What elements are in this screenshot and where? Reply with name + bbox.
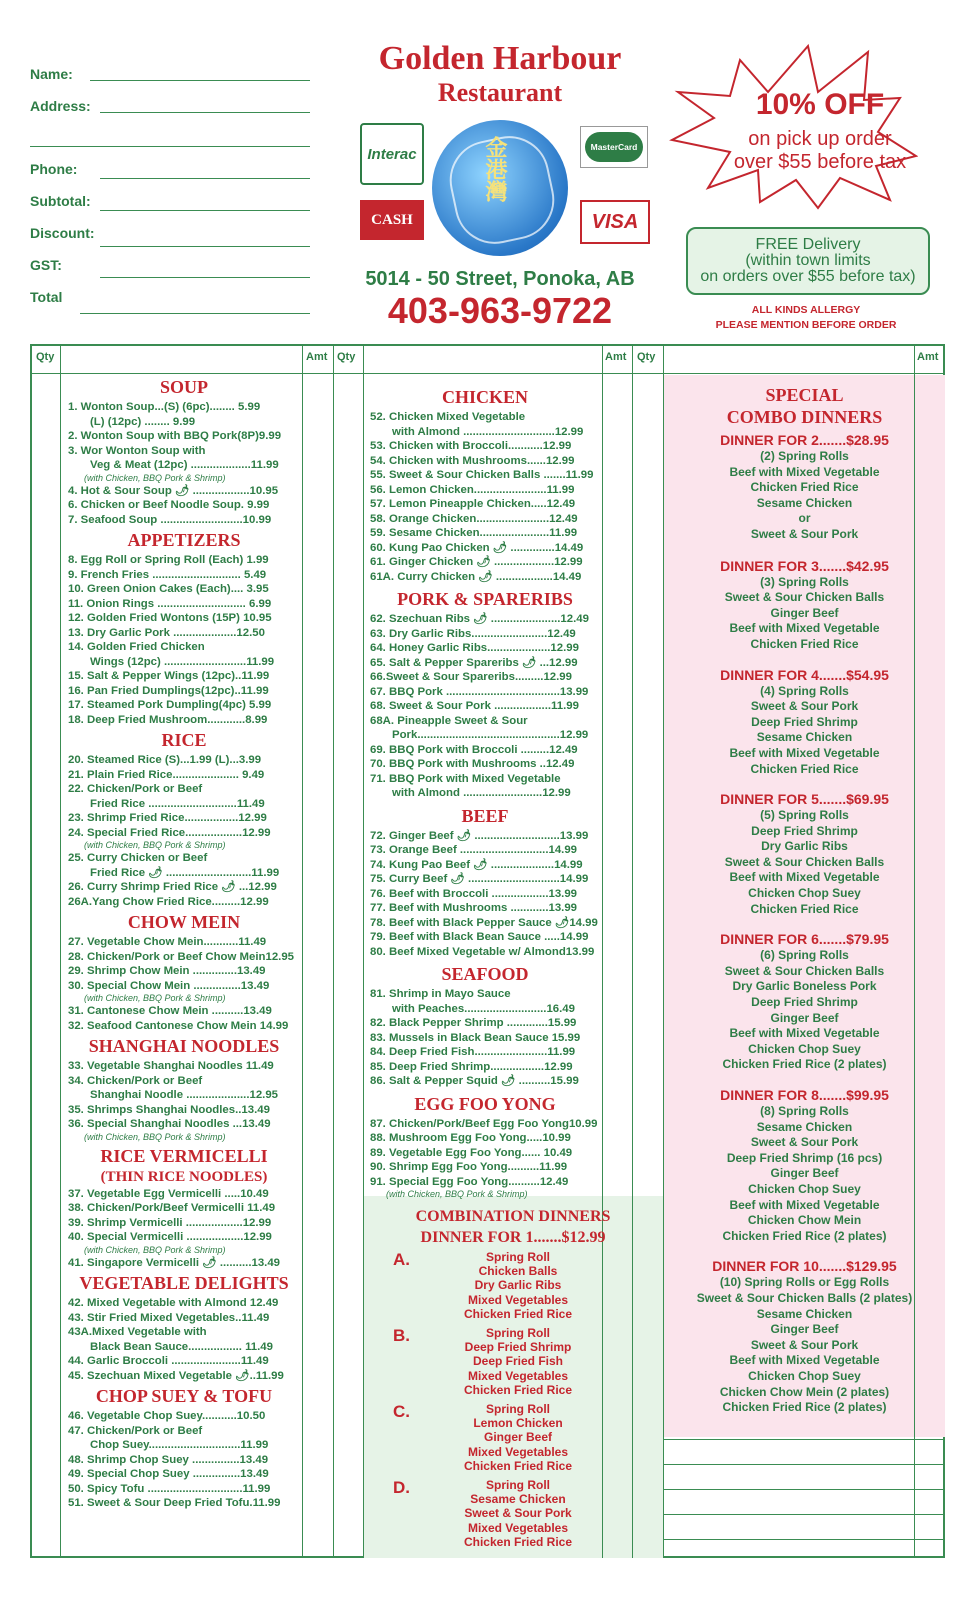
- combination-items: [413, 1478, 623, 1549]
- qty-header: Qty: [337, 351, 356, 363]
- menu-item: 76. Beef with Broccoli ..................13.99: [370, 887, 578, 900]
- menu-item: 26. Curry Shrimp Fried Rice 🌶 ...12.99: [68, 881, 277, 893]
- special-dinner-item: Beef with Mixed Vegetable: [729, 1197, 880, 1212]
- menu-item: 78. Beef with Black Pepper Sauce 🌶14.99: [370, 916, 598, 929]
- delivery-line-2: (within town limits: [745, 252, 871, 269]
- combination-items: [413, 1250, 623, 1321]
- special-dinner: [664, 1087, 945, 1244]
- special-dinner-title: DINNER FOR 10.......$129.95: [712, 1258, 897, 1275]
- special-dinner-item: Chicken Fried Rice (2 plates): [722, 1228, 887, 1243]
- menu-item: 51. Sweet & Sour Deep Fried Tofu.11.99: [68, 1497, 281, 1509]
- menu-item: 80. Beef Mixed Vegetable w/ Almond13.99: [370, 945, 595, 958]
- special-dinner-title: DINNER FOR 8.......$99.95: [720, 1087, 889, 1103]
- special-dinner-item: Deep Fried Shrimp: [751, 995, 858, 1010]
- menu-item: 64. Honey Garlic Ribs....................12.99: [370, 642, 579, 654]
- menu-item: 4. Hot & Sour Soup 🌶 ..................10.95: [68, 484, 279, 497]
- menu-item: 44. Garlic Broccoli ......................11.49: [68, 1355, 269, 1367]
- menu-item: 46. Vegetable Chop Suey...........10.50: [68, 1410, 266, 1422]
- menu-item: 85. Deep Fried Shrimp.................12.99: [370, 1060, 573, 1073]
- menu-item: Fried Rice 🌶 ...........................11.99: [90, 866, 280, 879]
- menu-item: 86. Salt & Pepper Squid 🌶 ..........15.99: [370, 1075, 579, 1087]
- menu-item: 37. Vegetable Egg Vermicelli .....10.49: [68, 1187, 269, 1200]
- menu-item: 15. Salt & Pepper Wings (12pc)..11.99: [68, 670, 270, 682]
- menu-item: 65. Salt & Pepper Spareribs 🌶 ...12.99: [370, 656, 578, 669]
- special-dinner-item: Sweet & Sour Pork: [750, 1135, 859, 1150]
- menu-item: Black Bean Sauce................. 11.49: [90, 1340, 273, 1353]
- special-dinner-item: Deep Fried Shrimp: [751, 714, 858, 729]
- menu-item: 88. Mushroom Egg Foo Yong.....10.99: [370, 1132, 571, 1144]
- special-dinner-item: (3) Spring Rolls: [760, 574, 849, 589]
- form-row-line: [663, 1514, 945, 1515]
- menu-item: 83. Mussels in Black Bean Sauce 15.99: [370, 1031, 581, 1044]
- name-field[interactable]: [90, 80, 310, 81]
- section-heading: SHANGHAI NOODLES: [88, 1036, 280, 1056]
- combination-items: [413, 1326, 623, 1397]
- delivery-line-3: on orders over $55 before tax): [700, 268, 916, 285]
- special-dinner-item: Sweet & Sour Pork: [750, 699, 859, 714]
- menu-item: 9. French Fries ............................ 5.49: [68, 568, 267, 581]
- amt-header: Amt: [605, 351, 627, 363]
- menu-item: 43A.Mixed Vegetable with: [68, 1326, 207, 1338]
- special-dinner-item: Chicken Fried Rice (2 plates): [722, 1057, 887, 1072]
- menu-column-1: [68, 376, 300, 1511]
- cash-badge: CASH: [360, 200, 424, 240]
- special-dinner-item: (10) Spring Rolls or Egg Rolls: [719, 1275, 890, 1290]
- menu-item: 25. Curry Chicken or Beef: [68, 852, 208, 864]
- form-row-line: [663, 1439, 945, 1440]
- combination-item: Chicken Balls: [478, 1264, 558, 1279]
- combination-item: Spring Roll: [486, 1326, 550, 1340]
- menu-item: 55. Sweet & Sour Chicken Balls .......11.99: [370, 469, 594, 481]
- special-dinner-item: Deep Fried Shrimp (16 pcs): [726, 1150, 883, 1165]
- special-dinner-item: Deep Fried Shrimp: [751, 823, 858, 838]
- special-dinner-item: Sesame Chicken: [756, 495, 853, 510]
- combination-item: Chicken Fried Rice: [463, 1382, 573, 1397]
- special-dinner-item: Chicken Fried Rice: [750, 480, 859, 495]
- special-dinner-item: Chicken Fried Rice: [750, 901, 859, 916]
- special-dinner-item: (8) Spring Rolls: [760, 1104, 849, 1118]
- gst-field[interactable]: [100, 277, 310, 278]
- menu-item: 28. Chicken/Pork or Beef Chow Mein12.95: [68, 950, 294, 963]
- menu-item: 69. BBQ Pork with Broccoli .........12.49: [370, 743, 578, 756]
- special-dinner-item: Sweet & Sour Chicken Balls (2 plates): [696, 1290, 913, 1305]
- menu-item: 79. Beef with Black Bean Sauce .....14.99: [370, 931, 589, 943]
- special-dinner-title: DINNER FOR 6.......$79.95: [720, 931, 889, 948]
- gst-label: GST:: [30, 257, 62, 273]
- menu-item: 34. Chicken/Pork or Beef: [68, 1074, 203, 1087]
- menu-item: 81. Shrimp in Mayo Sauce: [370, 988, 511, 1000]
- menu-item: 39. Shrimp Vermicelli ..................12.99: [68, 1216, 272, 1229]
- restaurant-subtitle: Restaurant: [437, 78, 563, 107]
- menu-item: (L) (12pc) ........ 9.99: [90, 415, 196, 428]
- menu-item: 12. Golden Fried Wontons (15P) 10.95: [68, 612, 272, 624]
- section-heading: CHICKEN: [441, 387, 528, 407]
- special-dinner: [664, 791, 945, 917]
- section-heading: BEEF: [461, 805, 509, 826]
- special-dinner-item: Ginger Beef: [770, 605, 839, 620]
- menu-item: 31. Cantonese Chow Mein ..........13.49: [68, 1005, 272, 1017]
- combination-letter: B.: [393, 1326, 410, 1345]
- menu-item: 66.Sweet & Sour Spareribs.........12.99: [370, 671, 572, 683]
- section-heading: VEGETABLE DELIGHTS: [79, 1273, 289, 1293]
- special-dinner-item: Sweet & Sour Chicken Balls: [724, 590, 885, 605]
- address-label: Address:: [30, 98, 91, 114]
- combination-title: COMBINATION DINNERS DINNER FOR 1.......$12.99: [415, 1208, 611, 1246]
- section-heading: (THIN RICE NOODLES): [100, 1168, 268, 1185]
- menu-item: with Almond .............................12.99: [392, 425, 584, 438]
- special-dinner-item: Beef with Mixed Vegetable: [729, 1353, 880, 1368]
- combination-item: Sweet & Sour Pork: [464, 1506, 572, 1521]
- menu-item: 61A. Curry Chicken 🌶 ..................14.49: [370, 570, 582, 583]
- menu-item: 8. Egg Roll or Spring Roll (Each) 1.99: [68, 554, 269, 566]
- delivery-line-1: FREE Delivery: [755, 236, 861, 253]
- special-dinner-item: (4) Spring Rolls: [760, 683, 849, 698]
- combination-item: Spring Roll: [486, 1250, 550, 1264]
- section-heading: SOUP: [159, 377, 208, 397]
- menu-item: Pork.............................................12.99: [392, 729, 589, 741]
- menu-item: 63. Dry Garlic Ribs........................12.49: [370, 627, 576, 640]
- special-dinner: [664, 1258, 945, 1415]
- special-dinner-item: Sesame Chicken: [756, 730, 853, 745]
- special-dinner-item: Beef with Mixed Vegetable: [729, 464, 880, 479]
- section-heading: RICE VERMICELLI: [100, 1145, 268, 1166]
- section-heading: RICE: [161, 730, 207, 750]
- menu-item: 62. Szechuan Ribs 🌶 ......................12.49: [370, 613, 589, 625]
- menu-column-2: [370, 386, 600, 1200]
- total-field[interactable]: [80, 313, 310, 314]
- menu-item: 14. Golden Fried Chicken: [68, 641, 205, 653]
- menu-item: Chop Suey.............................11.99: [90, 1439, 269, 1451]
- offer-headline: 10% OFF: [755, 88, 885, 121]
- interac-badge: Interac: [360, 123, 424, 185]
- combination-item: Mixed Vegetables: [467, 1292, 569, 1307]
- menu-item: 70. BBQ Pork with Mushrooms ..12.49: [370, 758, 575, 770]
- combination-item: Mixed Vegetables: [467, 1520, 569, 1535]
- special-dinner-item: or: [798, 511, 811, 526]
- menu-item: 27. Vegetable Chow Mein...........11.49: [68, 936, 267, 948]
- subtotal-field[interactable]: [100, 210, 310, 211]
- menu-item: 21. Plain Fried Rice..................... 9.49: [68, 768, 265, 781]
- form-row-line: [663, 1539, 945, 1540]
- combination-item: Deep Fried Fish: [472, 1354, 564, 1369]
- col-divider: [333, 346, 334, 1558]
- logo-characters: 金港灣: [483, 136, 508, 202]
- menu-item: 68. Sweet & Sour Pork ..................11.99: [370, 700, 579, 712]
- section-heading: APPETIZERS: [127, 530, 241, 550]
- qty-column-divider: [60, 346, 61, 1558]
- combination-letter: A.: [393, 1250, 410, 1269]
- section-heading: EGG FOO YONG: [414, 1093, 556, 1114]
- special-dinner-item: Sweet & Sour Pork: [750, 526, 859, 541]
- combination-item: Lemon Chicken: [473, 1416, 563, 1431]
- address-field[interactable]: [100, 112, 310, 113]
- menu-item: 48. Shrimp Chop Suey ...............13.49: [68, 1453, 269, 1466]
- menu-item: 10. Green Onion Cakes (Each).... 3.95: [68, 583, 269, 595]
- section-heading: SEAFOOD: [441, 964, 529, 984]
- combination-item: Mixed Vegetables: [467, 1368, 569, 1383]
- special-dinner-title: DINNER FOR 2.......$28.95: [720, 432, 889, 448]
- item-note: (with Chicken, BBQ Pork & Shrimp): [84, 993, 226, 1003]
- menu-item: 57. Lemon Pineapple Chicken.....12.49: [370, 498, 576, 510]
- menu-item: 2. Wonton Soup with BBQ Pork(8P)9.99: [68, 430, 282, 442]
- special-dinner-title: DINNER FOR 3.......$42.95: [720, 557, 889, 574]
- special-dinner-item: Sweet & Sour Chicken Balls: [724, 963, 885, 978]
- menu-item: 77. Beef with Mushrooms ............13.99: [370, 902, 577, 914]
- menu-item: 24. Special Fried Rice..................12.99: [68, 826, 271, 839]
- menu-item: 84. Deep Fried Fish.......................11.99: [370, 1046, 576, 1058]
- qty-header: Qty: [637, 351, 656, 363]
- combination-sets: [363, 1250, 663, 1550]
- special-dinner-item: Chicken Chop Suey: [748, 1041, 861, 1056]
- menu-item: 33. Vegetable Shanghai Noodles 11.49: [68, 1060, 274, 1072]
- special-dinner-item: Chicken Chow Mein (2 plates): [719, 1384, 890, 1399]
- menu-item: 16. Pan Fried Dumplings(12pc)..11.99: [68, 684, 269, 697]
- menu-item: with Peaches..........................16.49: [392, 1002, 575, 1015]
- menu-item: 53. Chicken with Broccoli...........12.99: [370, 440, 572, 452]
- special-dinner: [664, 931, 945, 1073]
- special-dinner-item: Sweet & Sour Pork: [750, 1337, 859, 1352]
- menu-item: 87. Chicken/Pork/Beef Egg Foo Yong10.99: [370, 1117, 598, 1130]
- menu-item: Veg & Meat (12pc) ...................11.99: [90, 459, 279, 471]
- special-dinner-item: Chicken Chop Suey: [748, 1368, 861, 1383]
- combination-letter: C.: [393, 1402, 410, 1421]
- menu-item: with Almond .........................12.99: [392, 787, 571, 799]
- menu-item: 1. Wonton Soup...(S) (6pc)........ 5.99: [68, 401, 261, 413]
- name-label: Name:: [30, 66, 73, 82]
- menu-item: 35. Shrimps Shanghai Noodles..13.49: [68, 1103, 270, 1116]
- combination-item: Chicken Fried Rice: [463, 1458, 573, 1473]
- special-dinner-item: Beef with Mixed Vegetable: [729, 745, 880, 760]
- menu-item: 13. Dry Garlic Pork ....................12.50: [68, 626, 265, 639]
- special-dinner-item: (6) Spring Rolls: [760, 948, 849, 963]
- special-dinner-item: Dry Garlic Ribs: [761, 839, 848, 854]
- allergy-notice: ALL KINDS ALLERGY PLEASE MENTION BEFORE ORDER: [715, 304, 897, 331]
- form-row-line: [663, 1464, 945, 1465]
- combination-item: Ginger Beef: [483, 1430, 552, 1445]
- item-note: (with Chicken, BBQ Pork & Shrimp): [84, 1244, 226, 1255]
- form-row-line: [663, 1489, 945, 1490]
- special-dinner-item: Beef with Mixed Vegetable: [729, 621, 880, 636]
- menu-item: 75. Curry Beef 🌶 .............................14.99: [370, 873, 589, 885]
- col-divider: [302, 346, 303, 1558]
- menu-item: Fried Rice ............................11.49: [90, 797, 265, 810]
- section-heading: PORK & SPARERIBS: [397, 589, 573, 609]
- menu-item: 68A. Pineapple Sweet & Sour: [370, 714, 528, 727]
- menu-item: 32. Seafood Cantonese Chow Mein 14.99: [68, 1019, 289, 1032]
- phone-field[interactable]: [100, 178, 310, 179]
- restaurant-address: 5014 - 50 Street, Ponoka, AB: [365, 268, 635, 290]
- menu-item: 11. Onion Rings ............................ 6.99: [68, 597, 272, 610]
- amt-header: Amt: [306, 351, 328, 363]
- special-dinner: [664, 558, 945, 653]
- special-dinner-item: Sweet & Sour Chicken Balls: [724, 854, 885, 869]
- menu-item: 89. Vegetable Egg Foo Yong...... 10.49: [370, 1146, 573, 1159]
- menu-item: 29. Shrimp Chow Mein ..............13.49: [68, 965, 266, 977]
- menu-item: 42. Mixed Vegetable with Almond 12.49: [68, 1297, 279, 1309]
- menu-item: 74. Kung Pao Beef 🌶 ....................14.99: [370, 858, 583, 871]
- special-dinner-list: [664, 432, 945, 1430]
- header-divider: [32, 373, 945, 374]
- combination-item: Chicken Fried Rice: [463, 1534, 573, 1549]
- special-dinner-item: Beef with Mixed Vegetable: [729, 1026, 880, 1041]
- menu-item: Wings (12pc) ..........................11.99: [90, 655, 275, 668]
- section-heading: CHOP SUEY & TOFU: [95, 1386, 273, 1406]
- combination-items: [413, 1402, 623, 1473]
- special-dinner-item: Beef with Mixed Vegetable: [729, 870, 880, 885]
- special-dinner-item: (5) Spring Rolls: [760, 808, 849, 823]
- menu-item: 7. Seafood Soup ..........................10.99: [68, 513, 272, 526]
- qty-header: Qty: [36, 351, 55, 363]
- menu-item: 20. Steamed Rice (S)...1.99 (L)...3.99: [68, 754, 262, 766]
- special-dinner-item: Dry Garlic Boneless Pork: [732, 979, 877, 994]
- menu-item: 71. BBQ Pork with Mixed Vegetable: [370, 772, 561, 785]
- special-dinner-item: Chicken Chow Mein: [747, 1213, 862, 1228]
- special-dinner-item: Sesame Chicken: [756, 1119, 853, 1134]
- section-heading: CHOW MEIN: [127, 912, 241, 932]
- discount-label: Discount:: [30, 225, 95, 241]
- combination-item: Spring Roll: [486, 1478, 550, 1492]
- free-delivery-box: [686, 227, 930, 295]
- menu-item: 61. Ginger Chicken 🌶 ...................12.99: [370, 556, 583, 568]
- mastercard-badge: MasterCard: [580, 126, 648, 168]
- combination-item: Chicken Fried Rice: [463, 1306, 573, 1321]
- menu-item: 18. Deep Fried Mushroom............8.99: [68, 713, 268, 726]
- combination-item: Spring Roll: [486, 1402, 550, 1416]
- menu-item: 82. Black Pepper Shrimp .............15.99: [370, 1017, 577, 1029]
- menu-item: 90. Shrimp Egg Foo Yong..........11.99: [370, 1161, 568, 1173]
- subtotal-label: Subtotal:: [30, 193, 91, 209]
- menu-item: Shanghai Noodle ....................12.95: [90, 1089, 278, 1101]
- menu-item: 58. Orange Chicken.......................12.49: [370, 512, 578, 525]
- offer-line-1: on pick up order: [748, 128, 892, 150]
- menu-item: 17. Steamed Pork Dumpling(4pc) 5.99: [68, 699, 272, 711]
- menu-item: 91. Special Egg Foo Yong..........12.49: [370, 1175, 569, 1188]
- special-dinner-item: Chicken Chop Suey: [748, 886, 861, 901]
- menu-item: 26A.Yang Chow Fried Rice.........12.99: [68, 895, 269, 908]
- menu-item: 41. Singapore Vermicelli 🌶 ..........13.49: [68, 1256, 280, 1269]
- menu-item: 52. Chicken Mixed Vegetable: [370, 411, 526, 423]
- menu-item: 73. Orange Beef ............................14.99: [370, 844, 578, 856]
- offer-starburst: [668, 40, 918, 210]
- menu-item: 40. Special Vermicelli ..................12.99: [68, 1231, 272, 1243]
- menu-item: 67. BBQ Pork ....................................13.99: [370, 685, 589, 698]
- restaurant-name: Golden Harbour: [378, 40, 622, 77]
- menu-item: 30. Special Chow Mein ...............13.49: [68, 979, 270, 992]
- discount-field[interactable]: [100, 246, 310, 247]
- offer-line-2: over $55 before tax: [733, 151, 907, 173]
- special-dinner: [664, 432, 945, 543]
- special-dinner-title: DINNER FOR 5.......$69.95: [720, 791, 889, 808]
- menu-item: 43. Stir Fried Mixed Vegetables..11.49: [68, 1311, 270, 1324]
- special-title: SPECIAL COMBO DINNERS: [726, 385, 883, 427]
- menu-item: 59. Sesame Chicken......................11.99: [370, 527, 578, 539]
- menu-item: 3. Wor Wonton Soup with: [68, 444, 206, 457]
- special-dinner-item: Chicken Fried Rice: [750, 636, 859, 651]
- special-dinner-title: DINNER FOR 4.......$54.95: [720, 666, 889, 683]
- special-dinner-item: Ginger Beef: [770, 1322, 839, 1337]
- combination-item: Sesame Chicken: [470, 1492, 566, 1507]
- menu-item: 56. Lemon Chicken.......................11.99: [370, 483, 575, 496]
- menu-item: 36. Special Shanghai Noodles ...13.49: [68, 1118, 271, 1130]
- menu-item: 23. Shrimp Fried Rice.................12.99: [68, 812, 267, 824]
- amt-header: Amt: [917, 351, 939, 363]
- visa-badge: VISA: [580, 200, 650, 244]
- combination-item: Dry Garlic Ribs: [474, 1278, 562, 1293]
- menu-item: 54. Chicken with Mushrooms......12.99: [370, 454, 575, 467]
- menu-item: 22. Chicken/Pork or Beef: [68, 783, 203, 795]
- combination-item: Mixed Vegetables: [467, 1444, 569, 1459]
- item-note: (with Chicken, BBQ Pork & Shrimp): [386, 1189, 528, 1199]
- menu-item: 72. Ginger Beef 🌶 ...........................13.99: [370, 829, 589, 842]
- menu-item: 50. Spicy Tofu ..............................11.99: [68, 1482, 271, 1495]
- item-note: (with Chicken, BBQ Pork & Shrimp): [84, 1131, 226, 1142]
- menu-item: 60. Kung Pao Chicken 🌶 ..............14.49: [370, 541, 584, 554]
- address-field-2[interactable]: [30, 146, 310, 147]
- combination-item: Deep Fried Shrimp: [464, 1340, 572, 1355]
- menu-item: 6. Chicken or Beef Noodle Soup. 9.99: [68, 499, 270, 511]
- restaurant-logo: [432, 120, 568, 256]
- special-dinner-item: Ginger Beef: [770, 1010, 839, 1025]
- special-dinner-item: (2) Spring Rolls: [760, 449, 849, 463]
- special-dinner-item: Chicken Chop Suey: [748, 1181, 861, 1196]
- menu-grid: [30, 344, 945, 1558]
- menu-item: 49. Special Chop Suey ...............13.49: [68, 1468, 269, 1480]
- special-dinner-item: Chicken Fried Rice (2 plates): [722, 1400, 887, 1415]
- item-note: (with Chicken, BBQ Pork & Shrimp): [84, 472, 226, 483]
- total-label: Total: [30, 289, 63, 305]
- restaurant-phone[interactable]: 403-963-9722: [387, 290, 613, 331]
- menu-item: 38. Chicken/Pork/Beef Vermicelli 11.49: [68, 1202, 276, 1214]
- phone-label: Phone:: [30, 161, 78, 177]
- menu-item: 45. Szechuan Mixed Vegetable 🌶..11.99: [68, 1369, 284, 1382]
- special-dinner: [664, 667, 945, 778]
- combination-letter: D.: [393, 1478, 410, 1497]
- menu-item: 47. Chicken/Pork or Beef: [68, 1424, 203, 1437]
- item-note: (with Chicken, BBQ Pork & Shrimp): [84, 840, 226, 850]
- special-dinner-item: Chicken Fried Rice: [750, 761, 859, 776]
- special-dinner-item: Sesame Chicken: [756, 1306, 853, 1321]
- special-dinner-item: Ginger Beef: [770, 1166, 839, 1181]
